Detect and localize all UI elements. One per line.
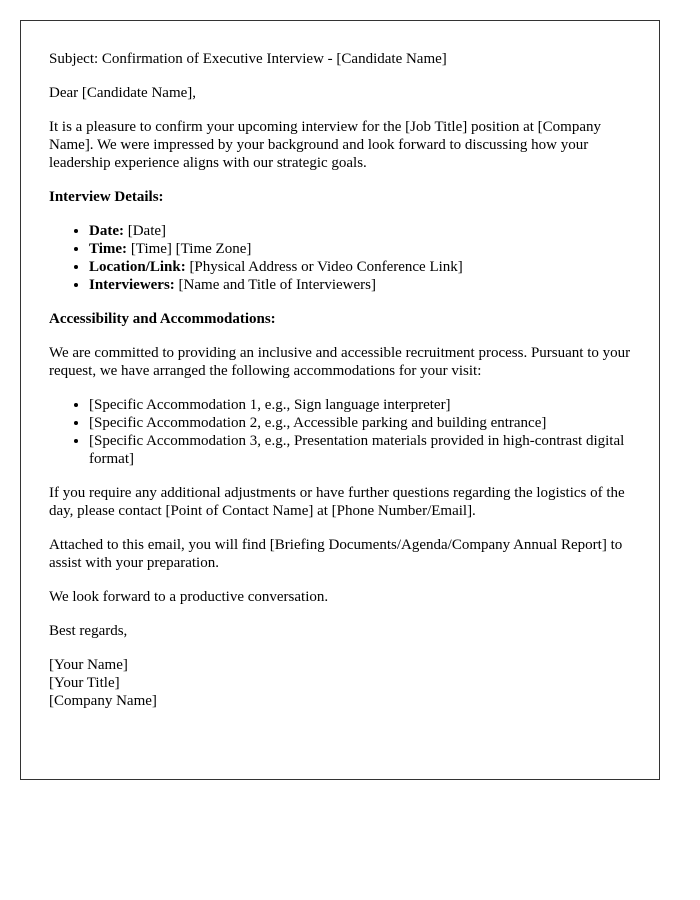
detail-item-time [89, 240, 649, 258]
intro-paragraph: It is a pleasure to confirm your upcoming interview for the [Job Title] position at [Company Name]. We were impressed by your background and look forward to discussing how your leadership experience aligns with our strategic goals. [49, 119, 601, 171]
detail-item-date [89, 222, 649, 240]
sign-off: Best regards, [49, 623, 128, 639]
detail-value: [Physical Address or Video Conference Link] [185, 259, 463, 275]
detail-item-interviewers [89, 276, 649, 294]
detail-value: [Name and Title of Interviewers] [174, 277, 376, 293]
interview-details-list [49, 222, 649, 294]
accommodations-list [49, 396, 649, 468]
interview-details-heading: Interview Details: [49, 189, 164, 205]
accommodation-item: • [Specific Accommodation 3, e.g., Presentation materials provided in high-contrast digital format] [89, 432, 649, 468]
accommodation-item: • [Specific Accommodation 1, e.g., Sign language interpreter] [89, 396, 649, 414]
accessibility-paragraph: We are committed to providing an inclusive and accessible recruitment process. Pursuant to your request, we have arranged the following accommodations for your visit: [49, 345, 631, 379]
signature-block [49, 656, 649, 710]
accessibility-heading: Accessibility and Accommodations: [49, 311, 276, 327]
detail-label: Interviewers: [89, 277, 175, 293]
detail-label: Location/Link: [89, 259, 186, 275]
detail-value: [Date] [123, 223, 167, 239]
accommodation-item: • [Specific Accommodation 2, e.g., Accessible parking and building entrance] [89, 414, 649, 432]
letter-frame [20, 20, 660, 780]
signature-name: [Your Name] [49, 657, 128, 673]
closing-line: We look forward to a productive conversation. [49, 589, 329, 605]
attachments-paragraph: Attached to this email, you will find [Briefing Documents/Agenda/Company Annual Report] to assist with your preparation. [49, 537, 623, 571]
subject-line: Subject: Confirmation of Executive Interview - [Candidate Name] [49, 51, 447, 67]
contact-paragraph: If you require any additional adjustments or have further questions regarding the logistics of the day, please contact [Point of Contact Name] at [Phone Number/Email]. [49, 485, 625, 519]
signature-company: [Company Name] [49, 693, 157, 709]
detail-value: [Time] [Time Zone] [127, 241, 252, 257]
detail-item-location [89, 258, 649, 276]
salutation: Dear [Candidate Name], [49, 85, 197, 101]
detail-label: Time: [89, 241, 128, 257]
letter-body [49, 50, 649, 726]
detail-label: Date: [89, 223, 124, 239]
signature-title: [Your Title] [49, 675, 120, 691]
